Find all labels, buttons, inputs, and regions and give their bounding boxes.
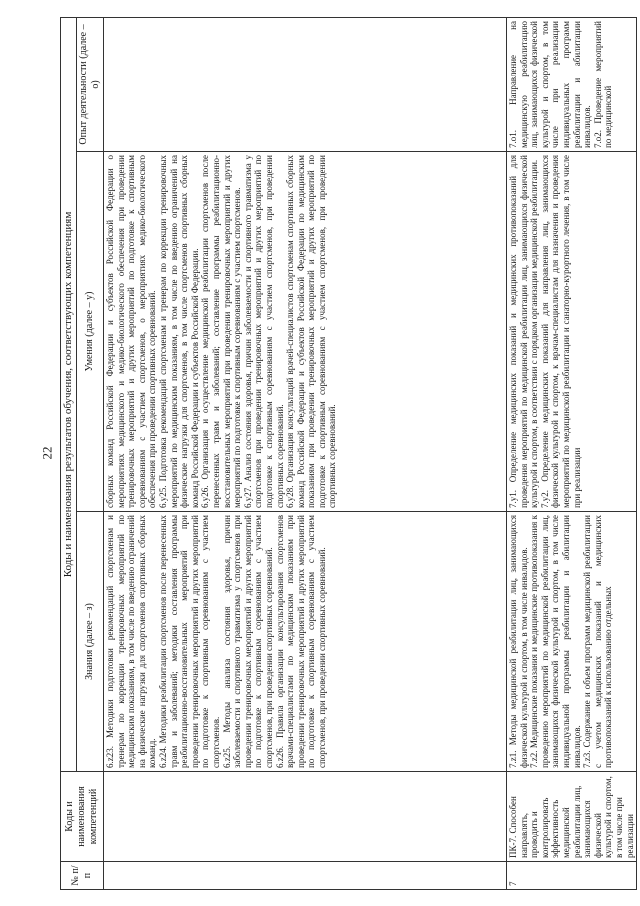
- experience-item: 7.о2. Проведение мероприятий по медицинской: [592, 21, 614, 148]
- knowledge-item: 6.z24. Методики реабилитации спортсменов после перенесенных травм и заболеваний; методики составления программы реабилитационно-восстановительных мероприятий при проведении тренировочных мероприятий и других мероприятий по подготовке к спортивным соревнованиям с участием спортсменов.: [157, 515, 221, 768]
- table-row: [507, 18, 637, 890]
- skill-item: 6.у25. Подготовка рекомендаций спортсменам и тренерам по коррекции тренировочных мероприятий по медицинским показаниям, в том числе по введению ограничений на физические нагрузки для спортсменов, в том числе спортсменов спортивных сборных команд Российской Федерации и субъектов Российской Федерации.: [157, 155, 200, 508]
- cell-code: ПК-7. Способен направлять, проводить и контролировать эффективность медицинской реабилитации лиц, занимающихся физической культурой и спортом, в том числе при реализации: [507, 772, 637, 862]
- document-stage: [60, 18, 635, 890]
- cell-num: 7: [507, 862, 637, 890]
- cell-experience: [507, 18, 637, 152]
- header-num: № п/п: [61, 862, 104, 890]
- cell-experience: [104, 18, 507, 152]
- cell-code: [104, 772, 507, 862]
- cell-num: [104, 862, 507, 890]
- competencies-table: [60, 17, 637, 890]
- table-row: [104, 18, 507, 890]
- header-row-1: [61, 18, 77, 890]
- skill-item: 6.у27. Анализ состояния здоровья, причин заболеваемости и спортивного травматизма у спортсменов при проведении тренировочных мероприятий и других мероприятий по подготовке к спортивным соревнованиям с участием спортсменов, при проведении спортивных соревнований.: [242, 155, 285, 508]
- skill-item: 7.у2. Определение медицинских показаний для направления лиц, занимающихся физической культурой и спортом, к врачам-специалистам для назначения и проведения мероприятий по медицинской реабилитации и санаторно-курортного лечения, в том числе при реализации: [539, 155, 582, 508]
- header-knowledge: Знания (далее – з): [77, 512, 104, 772]
- knowledge-item: 6.z23. Методики подготовки рекомендаций спортсменам и тренерам по коррекции тренировочных мероприятий по медицинским показаниям, в том числе по введению ограничений на физические нагрузки для спортсменов спортивных сборных команд.: [105, 515, 158, 768]
- experience-item: 7.о1. Направление на медицинскую реабилитацию лиц, занимающихся физической культурой и спортом, в том числе при реализации индивидуальных программ реабилитации и абилитации инвалидов.: [508, 21, 593, 148]
- cell-knowledge: [104, 512, 507, 772]
- knowledge-item: 6.z26. Правила организации консультирования спортсменов врачами-специалистами по медицинским показаниям при проведении тренировочных мероприятий и других мероприятий по подготовке к спортивным соревнованиям с участием спортсменов, при проведении спортивных соревнований.: [274, 515, 327, 768]
- cell-skills: [104, 152, 507, 512]
- skill-item: 6.у26. Организация и осуществление медицинской реабилитации спортсменов после перенесенных травм и заболеваний; составление программы реабилитационно-восстановительных мероприятий при проведении тренировочных мероприятий и других мероприятий по подготовке к спортивным соревнованиям с участием спортсменов.: [200, 155, 243, 508]
- skill-item: 6.у28. Организация консультаций врачей-специалистов спортсменам спортивных сборных команд Российской Федерации и субъектов Российской Федерации по медицинским показаниям при проведении тренировочных мероприятий и других мероприятий по подготовке к спортивным соревнованиям с участием спортсменов, при проведении спортивных соревнований.: [285, 155, 338, 508]
- skill-item: 7.у1. Определение медицинских показаний и медицинских противопоказаний для проведения мероприятий по медицинской реабилитации лиц, занимающихся физической культурой и спортом, в соответствии с порядком организации медицинской реабилитации.: [508, 155, 540, 508]
- header-row-2: [77, 18, 104, 890]
- page-number-text: 22: [39, 446, 54, 460]
- knowledge-item: 7.z1. Методы медицинской реабилитации лиц, занимающихся физической культурой и спортом, в том числе инвалидов.: [508, 515, 529, 768]
- header-skills: Умения (далее – у): [77, 152, 104, 512]
- knowledge-item: 7.z2. Медицинские показания и медицинские противопоказания к проведению мероприятий по медицинской реабилитации лиц, занимающихся физической культурой и спортом, в том числе индивидуальной программы реабилитации и абилитации инвалидов.: [529, 515, 582, 768]
- knowledge-item: 6.z25. Методы анализа состояния здоровья, причин заболеваемости и спортивного травматизма у спортсменов при проведении тренировочных мероприятий и других мероприятий по подготовке к спортивным соревнованиям с участием спортсменов, при проведении спортивных соревнований.: [221, 515, 274, 768]
- rotated-table-container: [60, 18, 635, 890]
- cell-skills: [507, 152, 637, 512]
- knowledge-item: 7.z3. Содержание и объем программ медицинской реабилитации с учетом медицинских показаний и медицинских противопоказаний к использованию отдельных: [582, 515, 614, 768]
- header-codes: Коды и наименования компетенций: [61, 772, 104, 862]
- skill-item: сборных команд Российской Федерации и субъектов Российской Федерации о мероприятиях медицинского и медико-биологического обеспечения при проведении тренировочных мероприятий и других мероприятий по подготовке к спортивным соревнованиям с участием спортсменов, о мероприятиях медико-биологического обеспечения при проведении спортивных соревнований.: [105, 155, 158, 508]
- header-experience: Опыт деятельности (далее – о): [77, 18, 104, 152]
- cell-knowledge: [507, 512, 637, 772]
- page-number: [40, 440, 54, 466]
- header-group: Коды и наименования результатов обучения, соответствующих компетенциям: [61, 18, 77, 772]
